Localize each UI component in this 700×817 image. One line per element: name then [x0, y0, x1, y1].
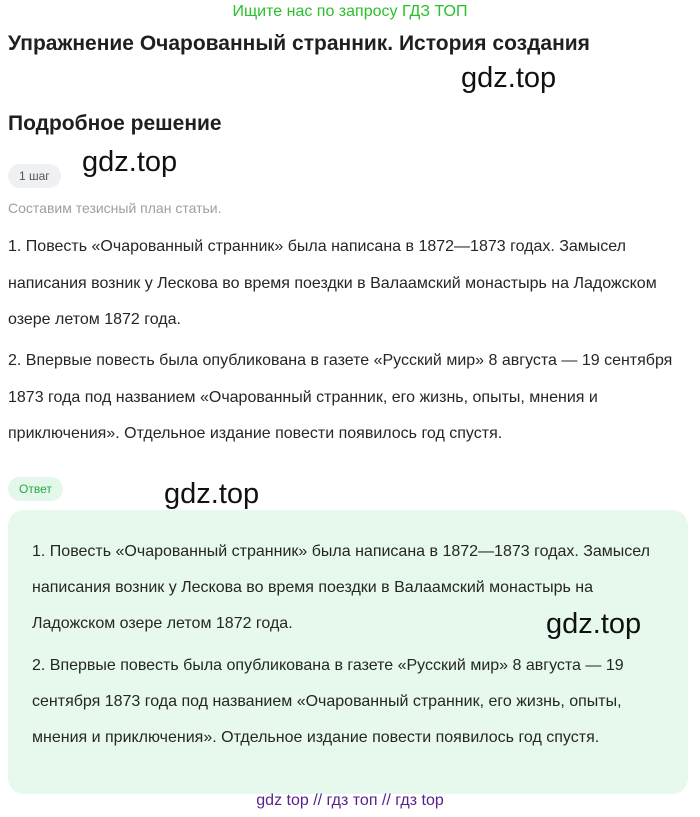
watermark: gdz.top [164, 478, 260, 510]
answer-paragraph-2: 2. Впервые повесть была опубликована в газете «Русский мир» 8 августа — 19 сентября 1873 года под названием «Очарованный странник, его жизнь, опыты, мнения и приключения». Отдельное издание повести появилось год спустя. [32, 657, 624, 746]
watermark: gdz.top [461, 62, 557, 94]
footer-links: gdz top // гдз топ // гдз top [256, 792, 444, 809]
step-badge: 1 шаг [8, 164, 61, 188]
step-hint: Составим тезисный план статьи. [8, 200, 222, 216]
solution-paragraph-2: 2. Впервые повесть была опубликована в газете «Русский мир» 8 августа — 19 сентября 1873 года под названием «Очарованный странник, его жизнь, опыты, мнения и приключения». Отдельное издание повести появилось год спустя. [8, 352, 673, 442]
watermark: gdz.top [82, 146, 178, 178]
answer-paragraph-1: 1. Повесть «Очарованный странник» была написана в 1872—1873 годах. Замысел написания возник у Лескова во время поездки в Валаамский монастырь на Ладожском озере летом 1872 года. [32, 543, 650, 632]
search-banner: Ищите нас по запросу ГДЗ ТОП [232, 3, 468, 20]
answer-box [8, 510, 688, 794]
solution-heading: Подробное решение [8, 112, 222, 135]
solution-paragraph-1: 1. Повесть «Очарованный странник» была написана в 1872—1873 годах. Замысел написания возник у Лескова во время поездки в Валаамский монастырь на Ладожском озере летом 1872 года. [8, 238, 657, 328]
watermark: gdz.top [546, 608, 642, 640]
answer-badge: Ответ [8, 477, 63, 501]
page-title: Упражнение Очарованный странник. История создания [8, 32, 590, 55]
